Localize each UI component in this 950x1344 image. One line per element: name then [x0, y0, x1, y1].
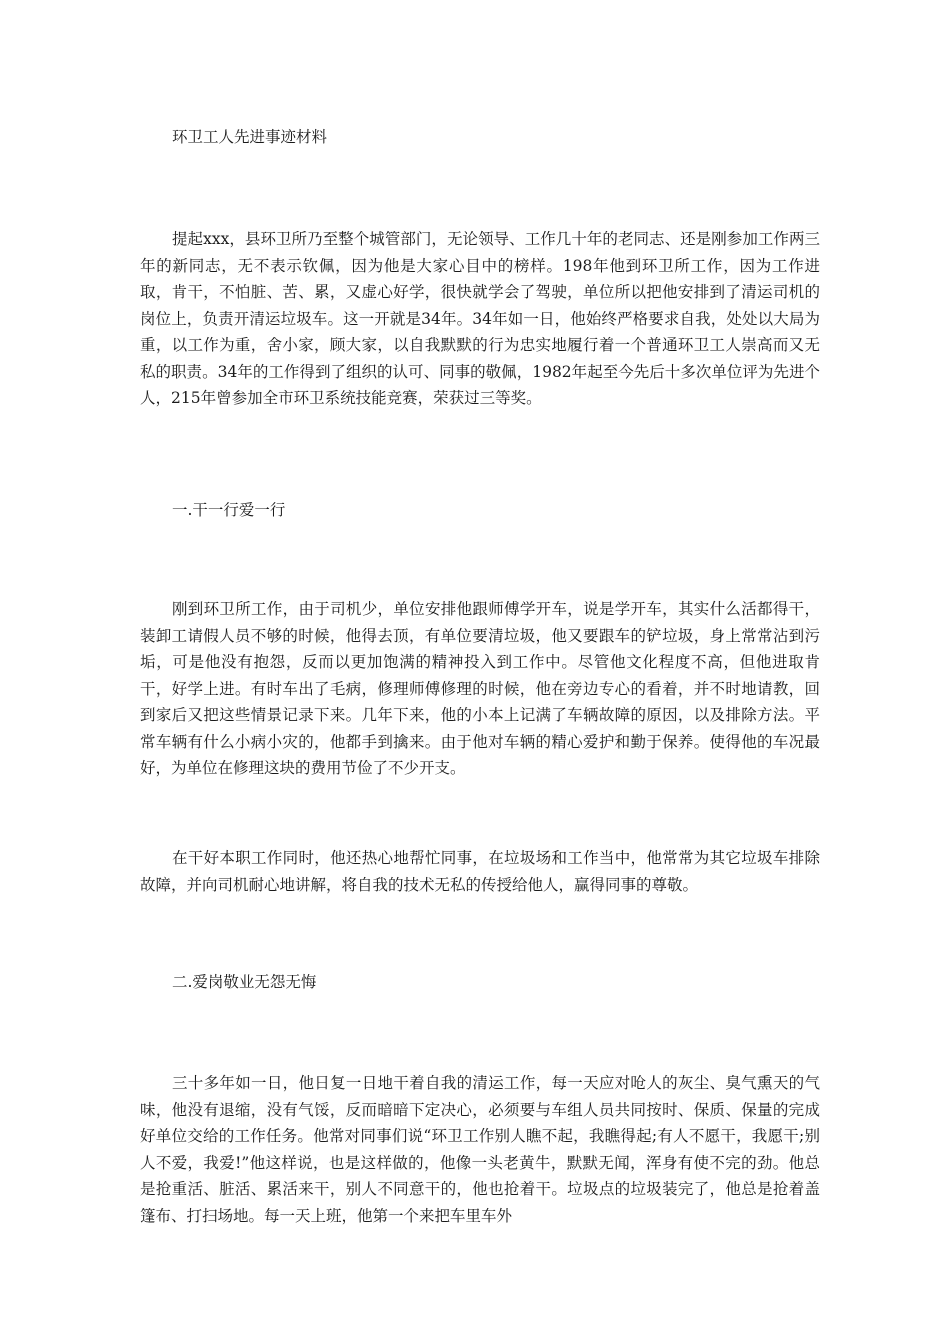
section-heading-2: 二.爱岗敬业无怨无悔	[172, 973, 317, 991]
paragraph-2-1: 三十多年如一日，他日复一日地干着自我的清运工作，每一天应对呛人的灰尘、臭气熏天的气味，他没有退缩，没有气馁，反而暗暗下定决心，必须要与车组人员共同按时、保质、保量的完成好单位交给的工作任务。他常对同事们说“环卫工作别人瞧不起，我瞧得起;有人不愿干，我愿干;别人不爱，我爱!”他这样说，也是这样做的，他像一头老黄牛，默默无闻，浑身有使不完的劲。他总是抢重活、脏活、累活来干，别人不同意干的，他也抢着干。垃圾点的垃圾装完了，他总是抢着盖篷布、打扫场地。每一天上班，他第一个来把车里车外	[140, 1074, 820, 1225]
paragraph-1-2: 在干好本职工作同时，他还热心地帮忙同事，在垃圾场和工作当中，他常常为其它垃圾车排除故障，并向司机耐心地讲解，将自我的技术无私的传授给他人，赢得同事的尊敬。	[140, 849, 820, 894]
document-title: 环卫工人先进事迹材料	[172, 128, 328, 146]
paragraph-1-1: 刚到环卫所工作，由于司机少，单位安排他跟师傅学开车，说是学开车，其实什么活都得干，装卸工请假人员不够的时候，他得去顶，有单位要清垃圾，他又要跟车的铲垃圾，身上常常沾到污垢，可是他没有抱怨，反而以更加饱满的精神投入到工作中。尽管他文化程度不高，但他进取肯干，好学上进。有时车出了毛病，修理师傅修理的时候，他在旁边专心的看着，并不时地请教，回到家后又把这些情景记录下来。几年下来，他的小本上记满了车辆故障的原因，以及排除方法。平常车辆有什么小病小灾的，他都手到擒来。由于他对车辆的精心爱护和勤于保养。使得他的车况最好，为单位在修理这块的费用节俭了不少开支。	[140, 600, 820, 777]
section-heading-1: 一.干一行爱一行	[172, 501, 286, 519]
paragraph-intro: 提起xxx，县环卫所乃至整个城管部门，无论领导、工作几十年的老同志、还是刚参加工作两三年的新同志，无不表示钦佩，因为他是大家心目中的榜样。198年他到环卫所工作，因为工作进取，肯干，不怕脏、苦、累，又虚心好学，很快就学会了驾驶，单位所以把他安排到了清运司机的岗位上，负责开清运垃圾车。这一开就是34年。34年如一日，他始终严格要求自我，处处以大局为重，以工作为重，舍小家，顾大家，以自我默默的行为忠实地履行着一个普通环卫工人崇高而又无私的职责。34年的工作得到了组织的认可、同事的敬佩，1982年起至今先后十多次单位评为先进个人，215年曾参加全市环卫系统技能竞赛，荣获过三等奖。	[140, 230, 820, 407]
